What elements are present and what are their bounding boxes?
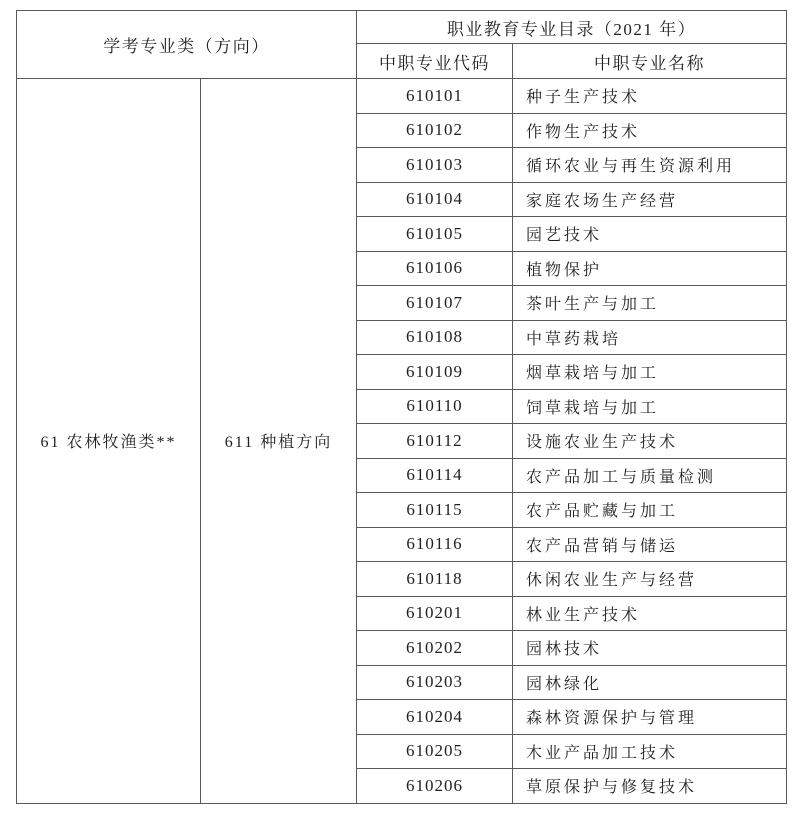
name-cell: 作物生产技术 <box>513 113 787 148</box>
code-cell: 610203 <box>357 665 513 700</box>
name-cell: 中草药栽培 <box>513 320 787 355</box>
code-cell: 610115 <box>357 493 513 528</box>
code-cell: 610109 <box>357 355 513 390</box>
table-row <box>17 79 787 114</box>
code-cell: 610202 <box>357 631 513 666</box>
name-cell: 园林绿化 <box>513 665 787 700</box>
specialty-mapping-table <box>16 10 787 804</box>
name-cell: 循环农业与再生资源利用 <box>513 148 787 183</box>
category-cell: 61 农林牧渔类** <box>17 79 201 804</box>
code-cell: 610103 <box>357 148 513 183</box>
name-cell: 草原保护与修复技术 <box>513 769 787 804</box>
name-cell: 种子生产技术 <box>513 79 787 114</box>
name-cell: 木业产品加工技术 <box>513 734 787 769</box>
name-cell: 茶叶生产与加工 <box>513 286 787 321</box>
name-cell: 休闲农业生产与经营 <box>513 562 787 597</box>
name-cell: 林业生产技术 <box>513 596 787 631</box>
name-cell: 农产品营销与储运 <box>513 527 787 562</box>
code-cell: 610110 <box>357 389 513 424</box>
code-cell: 610205 <box>357 734 513 769</box>
table-body <box>17 79 787 804</box>
code-cell: 610104 <box>357 182 513 217</box>
table-header <box>17 11 787 79</box>
code-cell: 610204 <box>357 700 513 735</box>
name-cell: 设施农业生产技术 <box>513 424 787 459</box>
code-cell: 610201 <box>357 596 513 631</box>
name-cell: 农产品贮藏与加工 <box>513 493 787 528</box>
header-name-column: 中职专业名称 <box>513 44 787 79</box>
name-cell: 森林资源保护与管理 <box>513 700 787 735</box>
code-cell: 610116 <box>357 527 513 562</box>
code-cell: 610105 <box>357 217 513 252</box>
direction-cell: 611 种植方向 <box>201 79 357 804</box>
code-cell: 610118 <box>357 562 513 597</box>
header-catalog-title: 职业教育专业目录（2021 年） <box>357 11 787 44</box>
code-cell: 610107 <box>357 286 513 321</box>
header-row-1 <box>17 11 787 44</box>
code-cell: 610106 <box>357 251 513 286</box>
name-cell: 园林技术 <box>513 631 787 666</box>
name-cell: 园艺技术 <box>513 217 787 252</box>
code-cell: 610114 <box>357 458 513 493</box>
code-cell: 610112 <box>357 424 513 459</box>
name-cell: 家庭农场生产经营 <box>513 182 787 217</box>
header-code-column: 中职专业代码 <box>357 44 513 79</box>
header-left-title: 学考专业类（方向） <box>17 11 357 79</box>
name-cell: 农产品加工与质量检测 <box>513 458 787 493</box>
name-cell: 烟草栽培与加工 <box>513 355 787 390</box>
code-cell: 610101 <box>357 79 513 114</box>
code-cell: 610102 <box>357 113 513 148</box>
name-cell: 植物保护 <box>513 251 787 286</box>
code-cell: 610206 <box>357 769 513 804</box>
code-cell: 610108 <box>357 320 513 355</box>
name-cell: 饲草栽培与加工 <box>513 389 787 424</box>
